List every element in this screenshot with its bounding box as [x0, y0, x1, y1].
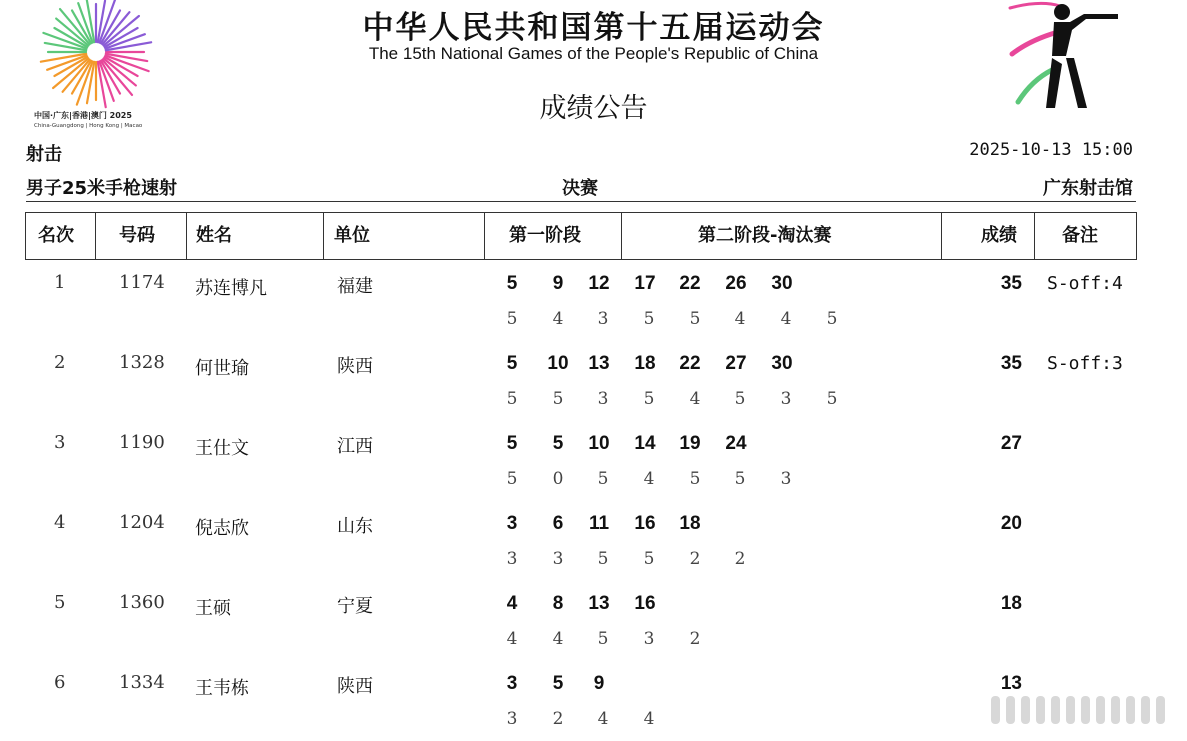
unit-cell: 宁夏	[337, 596, 373, 617]
series-hits: 5	[643, 309, 655, 329]
column-name: 姓名	[196, 225, 232, 246]
column-divider	[186, 213, 187, 259]
column-remark: 备注	[1062, 225, 1098, 246]
games-title-cn: 中华人民共和国第十五届运动会	[362, 10, 825, 46]
cumulative-score: 17	[634, 273, 656, 294]
series-hits: 4	[780, 309, 792, 329]
rank-cell: 3	[54, 432, 66, 453]
cumulative-score: 8	[552, 593, 564, 614]
series-hits: 4	[597, 709, 609, 729]
cumulative-score: 5	[552, 433, 564, 454]
series-hits: 5	[597, 629, 609, 649]
unit-cell: 陕西	[337, 676, 373, 697]
series-hits: 5	[689, 469, 701, 489]
cumulative-score: 6	[552, 513, 564, 534]
bib-cell: 1174	[119, 272, 165, 293]
series-hits: 4	[643, 469, 655, 489]
datetime-label: 2025-10-13 15:00	[969, 140, 1133, 160]
total-score-cell: 35	[1000, 353, 1022, 374]
cumulative-score: 12	[588, 273, 610, 294]
cumulative-score: 4	[506, 593, 518, 614]
results-table-header	[25, 212, 1137, 260]
unit-cell: 陕西	[337, 356, 373, 377]
cumulative-score: 13	[588, 593, 610, 614]
athlete-name-cell: 何世瑜	[195, 358, 249, 379]
header-divider	[26, 201, 1136, 202]
series-hits: 3	[780, 469, 792, 489]
cumulative-score: 30	[771, 273, 793, 294]
cumulative-score: 18	[634, 353, 656, 374]
rank-cell: 6	[54, 672, 66, 693]
column-unit: 单位	[334, 225, 370, 246]
athlete-name-cell: 王硕	[195, 598, 231, 619]
series-hits: 0	[552, 469, 564, 489]
bib-cell: 1204	[119, 512, 165, 533]
unit-cell: 福建	[337, 276, 373, 297]
cumulative-score: 5	[506, 273, 518, 294]
rank-cell: 5	[54, 592, 66, 613]
cumulative-score: 5	[552, 673, 564, 694]
column-bib: 号码	[119, 225, 155, 246]
column-stage1: 第一阶段	[509, 225, 581, 246]
more-dots-icon	[987, 688, 1187, 733]
cumulative-score: 22	[679, 273, 701, 294]
total-score-cell: 18	[1000, 593, 1022, 614]
event-label: 男子25米手枪速射	[26, 178, 178, 199]
bib-cell: 1190	[119, 432, 165, 453]
total-score-cell: 35	[1000, 273, 1022, 294]
column-score: 成绩	[981, 225, 1017, 246]
column-divider	[1034, 213, 1035, 259]
cumulative-score: 3	[506, 513, 518, 534]
athlete-name-cell: 王仕文	[195, 438, 249, 459]
series-hits: 2	[552, 709, 564, 729]
cumulative-score: 22	[679, 353, 701, 374]
series-hits: 4	[734, 309, 746, 329]
unit-cell: 江西	[337, 436, 373, 457]
cumulative-score: 5	[506, 353, 518, 374]
column-divider	[95, 213, 96, 259]
athlete-name-cell: 苏连博凡	[195, 278, 267, 299]
series-hits: 5	[597, 469, 609, 489]
remark-cell: S-off:4	[1047, 273, 1123, 294]
series-hits: 3	[643, 629, 655, 649]
series-hits: 5	[734, 469, 746, 489]
total-score-cell: 13	[1000, 673, 1022, 694]
series-hits: 5	[826, 309, 838, 329]
series-hits: 5	[689, 309, 701, 329]
cumulative-score: 14	[634, 433, 656, 454]
athlete-name-cell: 倪志欣	[195, 518, 249, 539]
series-hits: 5	[643, 549, 655, 569]
series-hits: 5	[643, 389, 655, 409]
cumulative-score: 10	[588, 433, 610, 454]
remark-cell: S-off:3	[1047, 353, 1123, 374]
total-score-cell: 20	[1000, 513, 1022, 534]
cumulative-score: 11	[588, 513, 610, 534]
series-hits: 5	[826, 389, 838, 409]
series-hits: 2	[689, 549, 701, 569]
cumulative-score: 3	[506, 673, 518, 694]
logo-text-en: China-Guangdong | Hong Kong | Macao	[34, 123, 143, 129]
column-divider	[621, 213, 622, 259]
rank-cell: 1	[54, 272, 66, 293]
cumulative-score: 9	[552, 273, 564, 294]
series-hits: 5	[734, 389, 746, 409]
series-hits: 4	[506, 629, 518, 649]
page-title: 成绩公告	[539, 93, 648, 124]
bib-cell: 1360	[119, 592, 165, 613]
series-hits: 5	[552, 389, 564, 409]
cumulative-score: 24	[725, 433, 747, 454]
cumulative-score: 27	[725, 353, 747, 374]
cumulative-score: 16	[634, 513, 656, 534]
column-divider	[484, 213, 485, 259]
cumulative-score: 30	[771, 353, 793, 374]
series-hits: 3	[506, 549, 518, 569]
series-hits: 4	[689, 389, 701, 409]
series-hits: 3	[552, 549, 564, 569]
series-hits: 4	[552, 629, 564, 649]
cumulative-score: 9	[593, 673, 605, 694]
cumulative-score: 5	[506, 433, 518, 454]
series-hits: 3	[780, 389, 792, 409]
series-hits: 4	[643, 709, 655, 729]
rank-cell: 4	[54, 512, 66, 533]
bib-cell: 1328	[119, 352, 165, 373]
cumulative-score: 16	[634, 593, 656, 614]
series-hits: 2	[689, 629, 701, 649]
column-rank: 名次	[38, 225, 74, 246]
athlete-name-cell: 王韦栋	[195, 678, 249, 699]
series-hits: 5	[506, 389, 518, 409]
total-score-cell: 27	[1000, 433, 1022, 454]
series-hits: 4	[552, 309, 564, 329]
series-hits: 3	[597, 389, 609, 409]
column-divider	[323, 213, 324, 259]
series-hits: 2	[734, 549, 746, 569]
unit-cell: 山东	[337, 516, 373, 537]
phase-label: 决赛	[562, 178, 598, 199]
cumulative-score: 18	[679, 513, 701, 534]
series-hits: 3	[506, 709, 518, 729]
series-hits: 5	[506, 469, 518, 489]
rank-cell: 2	[54, 352, 66, 373]
cumulative-score: 19	[679, 433, 701, 454]
games-title-en: The 15th National Games of the People's Republic of China	[368, 44, 819, 63]
cumulative-score: 26	[725, 273, 747, 294]
cumulative-score: 10	[547, 353, 569, 374]
series-hits: 5	[506, 309, 518, 329]
series-hits: 3	[597, 309, 609, 329]
cumulative-score: 13	[588, 353, 610, 374]
bib-cell: 1334	[119, 672, 165, 693]
series-hits: 5	[597, 549, 609, 569]
column-divider	[941, 213, 942, 259]
logo-text-cn: 中国·广东|香港|澳门 2025	[34, 111, 132, 120]
column-stage2: 第二阶段-淘汰赛	[698, 225, 832, 246]
venue-label: 广东射击馆	[1043, 178, 1133, 199]
sport-label: 射击	[26, 144, 62, 165]
